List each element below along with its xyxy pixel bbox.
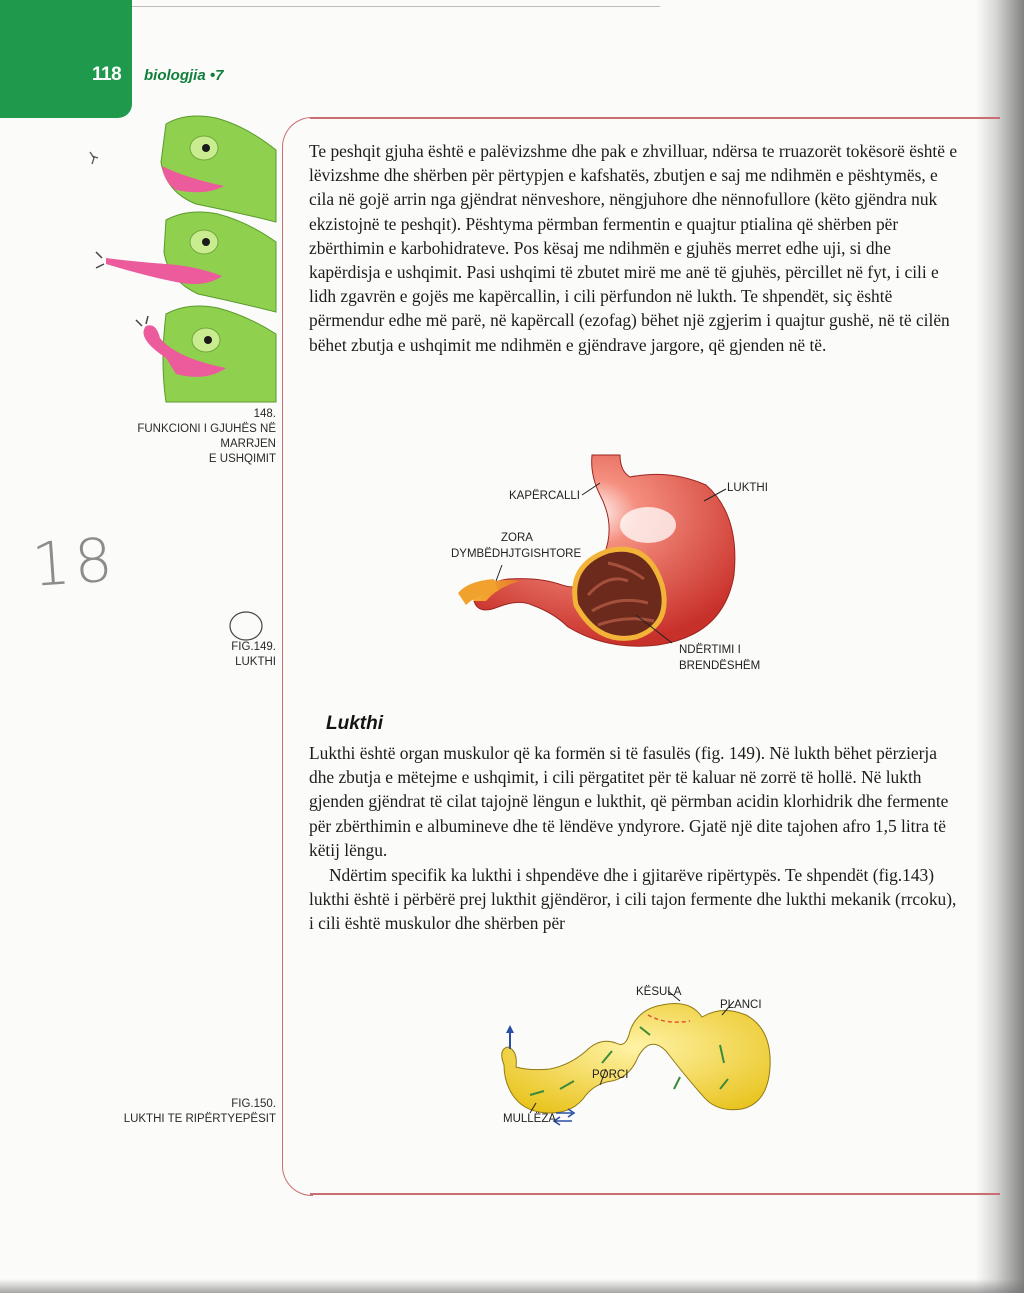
fig149-caption-text: LUKTHI — [235, 656, 276, 668]
text-frame-bottom-rule — [310, 1193, 1000, 1195]
fig149-number: FIG.149. — [231, 641, 276, 653]
frog-tongue-illustration — [126, 112, 276, 402]
book-title: biologjia •7 — [144, 67, 224, 84]
label-kesula: KËSULA — [636, 986, 682, 998]
fig150-caption — [100, 1097, 276, 1127]
label-inner-structure-line1: NDËRTIMI I — [679, 644, 741, 656]
fig148-caption-line2: MARRJEN — [220, 438, 276, 450]
paragraph-tongue-function: Te peshqit gjuha është e palëvizshme dhe pak e zhvilluar, ndërsa te rruazorët tokësorë është e lëvizshme dhe shërben për përtypjen e kafshatës, zbutjen e saj me ndihmën e pështymës, e cila në gojë arrin nga gjëndrat nënveshore, nëngjuhore dhe nënnofullore (këto gjëndra nuk ekzistojnë te peshqit). Pështyma përmban fermentin e quajtur ptialina që shërben për zbërthimin e karbohidrateve. Pos kësaj me ndihmën e gjuhës merret edhe uji, si dhe kapërdisja e ushqimit. Pasi ushqimi të zbutet mirë me anë të gjuhës, përcillet në fyt, i cili e lidh zgavrën e gojës me kapërcallin, i cili përfundon në lukth. Te shpendët, siç është përmendur edhe më parë, në kapërcall (ezofag) bëhet një zgjerim i quajtur gushë, në të cilën bëhet zbutja e ushqimit me ndihmën e gjëndrave jargore, që gjenden në të. — [309, 141, 958, 355]
frog-middle — [96, 212, 276, 312]
label-planci: PLANCI — [720, 999, 762, 1011]
frog-top — [161, 116, 276, 222]
page-number: 118 — [92, 64, 122, 85]
page-bottom-shadow — [0, 1279, 1024, 1293]
fig148-caption — [114, 407, 276, 467]
fig148-caption-line1: FUNKCIONI I GJUHËS NË — [137, 423, 276, 435]
section-heading: Lukthi — [326, 713, 383, 734]
label-inner-structure-line2: BRENDËSHËM — [679, 660, 761, 672]
fig148-caption-line3: E USHQIMIT — [208, 453, 276, 465]
label-mulleza: MULLËZA — [503, 1113, 557, 1125]
fig148-number: 148. — [253, 408, 276, 420]
fig150-number: FIG.150. — [231, 1098, 276, 1110]
text-frame-top-rule — [310, 117, 1000, 119]
frog-bottom — [136, 306, 276, 402]
label-stomach: LUKTHI — [727, 482, 768, 494]
fig150-caption-text: LUKTHI TE RIPËRTYEPËSIT — [123, 1113, 276, 1125]
label-porci: PORCI — [592, 1069, 629, 1081]
label-duodenum-line1: ZORA — [501, 532, 533, 544]
label-esophagus: KAPËRCALLI — [509, 490, 580, 502]
paragraph-ruminant: Ndërtim specifik ka lukthi i shpendëve dhe i gjitarëve ripërtypës. Te shpendët (fig.143) lukthi është i përbërë prej lukthit gjëndëror, i cili tajon fermente dhe lukthi mekanik (rrcoku), i cili është muskulor dhe shërben për — [309, 865, 957, 934]
fig149-caption — [170, 640, 276, 670]
paragraph-stomach: Lukthi është organ muskulor që ka formën si të fasulës (fig. 149). Në lukth bëhet përzierja dhe zbutja e mëtejme e ushqimit, i cili përgatitet për të kaluar në zorrë të hollë. Në lukth gjenden gjëndrat të cilat tajojnë lëngun e lukthit, që përmban acidin klorhidrik dhe fermente për zbërthimin e albumineve dhe të lëndëve yndyrore. Gjatë një dite tajohen afro 1,5 litra të këtij lëngu. — [309, 743, 949, 860]
page-gutter-shadow — [976, 0, 1024, 1293]
label-duodenum-line2: DYMBËDHJTGISHTORE — [451, 548, 582, 560]
handwritten-number: 18 — [29, 525, 119, 601]
header-tab — [0, 0, 132, 118]
